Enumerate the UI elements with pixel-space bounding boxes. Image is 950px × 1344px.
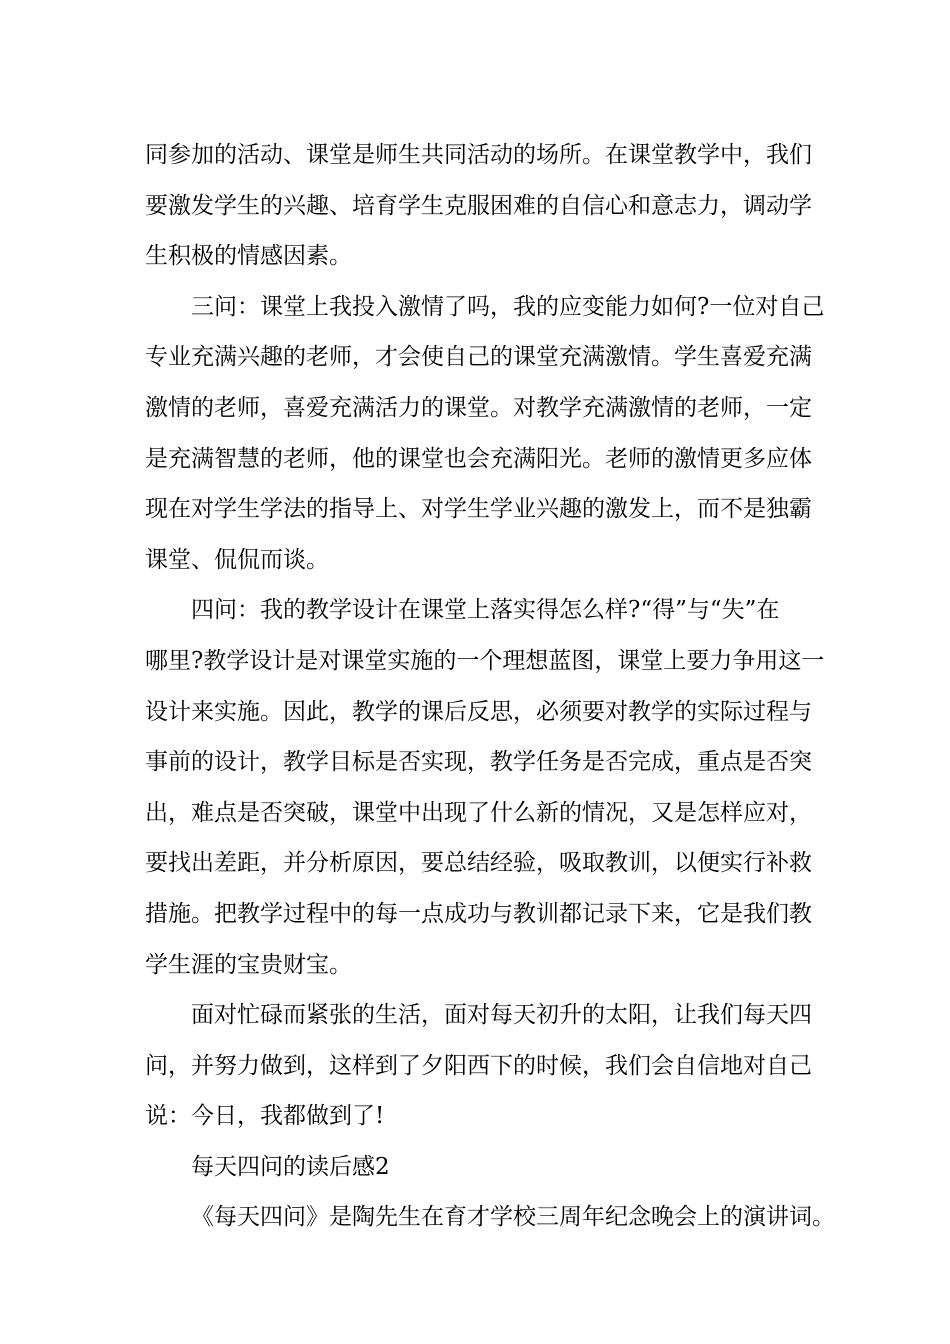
paragraph-start-line: 三问：课堂上我投入激情了吗，我的应变能力如何?一位对自己 — [191, 293, 825, 320]
text-line: 出，难点是否突破，课堂中出现了什么新的情况，又是怎样应对， — [145, 799, 812, 826]
paragraph-start-line: 四问：我的教学设计在课堂上落实得怎么样?“得”与“失”在 — [191, 597, 780, 624]
text-line: 同参加的活动、课堂是师生共同活动的场所。在课堂教学中，我们 — [145, 142, 812, 168]
text-line: 事前的设计，教学目标是否实现，教学任务是否完成，重点是否突 — [145, 749, 812, 776]
body-text — [145, 130, 835, 1243]
paragraph-start-line: 《每天四问》是陶先生在育才学校三周年纪念晚会上的演讲词。 — [191, 1204, 835, 1231]
text-line: 是充满智慧的老师，他的课堂也会充满阳光。老师的激情更多应体 — [145, 445, 812, 472]
text-line: 要找出差距，并分析原因，要总结经验，吸取教训，以便实行补救 — [145, 850, 812, 877]
text-line: 激情的老师，喜爱充满活力的课堂。对教学充满激情的老师，一定 — [145, 394, 812, 421]
text-line: 说：今日，我都做到了! — [145, 1103, 385, 1130]
text-line: 问，并努力做到，这样到了夕阳西下的时候，我们会自信地对自己 — [145, 1052, 812, 1079]
text-line: 课堂、侃侃而谈。 — [145, 546, 329, 573]
text-line: 措施。把教学过程中的每一点成功与教训都记录下来，它是我们教 — [145, 900, 812, 927]
text-line: 现在对学生学法的指导上、对学生学业兴趣的激发上，而不是独霸 — [145, 496, 812, 523]
paragraph-start-line: 面对忙碌而紧张的生活，面对每天初升的太阳，让我们每天四 — [191, 1002, 812, 1029]
text-line: 要激发学生的兴趣、培育学生克服困难的自信心和意志力，调动学 — [145, 192, 812, 219]
text-line: 学生涯的宝贵财宝。 — [145, 951, 352, 978]
section-heading: 每天四问的读后感2 — [191, 1153, 390, 1180]
text-line: 专业充满兴趣的老师，才会使自己的课堂充满激情。学生喜爱充满 — [145, 344, 812, 371]
text-line: 哪里?教学设计是对课堂实施的一个理想蓝图，课堂上要力争用这一 — [145, 647, 825, 674]
text-line: 设计来实施。因此，教学的课后反思，必须要对教学的实际过程与 — [145, 698, 812, 725]
text-line: 生积极的情感因素。 — [145, 243, 352, 270]
